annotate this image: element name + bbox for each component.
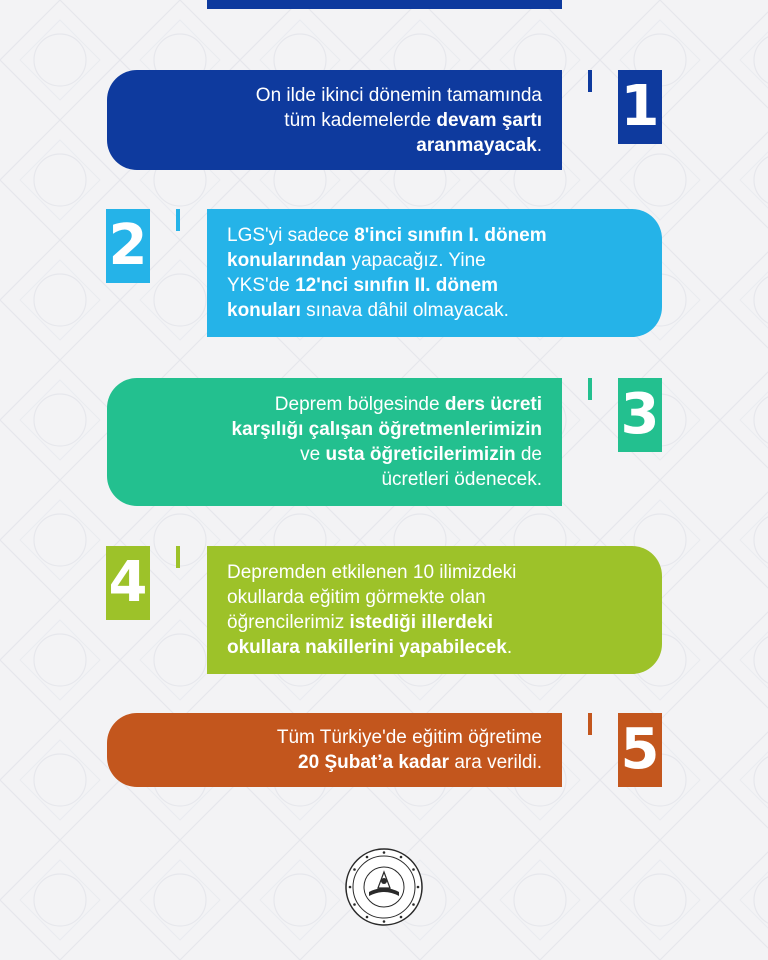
segment: ücretleri ödenecek. [381, 469, 542, 490]
segment: Tüm Türkiye'de eğitim öğretime [276, 727, 542, 748]
segment: tüm kademelerde [284, 109, 437, 131]
accent-tick-1 [588, 70, 592, 92]
accent-tick-5 [588, 713, 592, 735]
segment: konuları [227, 300, 301, 321]
segment: 12'nci sınıfın II. dönem [295, 275, 499, 296]
segment: karşılığı çalışan öğretmenlerimizin [231, 419, 542, 440]
top-bar-strip [207, 0, 562, 9]
number-badge-5: 5 [618, 713, 662, 787]
segment: ders ücreti [444, 394, 542, 415]
segment: sınava dâhil olmayacak. [300, 300, 509, 321]
segment: LGS'yi sadece [227, 225, 355, 246]
segment: On ilde ikinci dönemin tamamında [255, 84, 542, 106]
segment: yapacağız. Yine [346, 250, 486, 271]
info-card-5 [107, 713, 562, 787]
number-badge-2: 2 [106, 209, 150, 283]
number-badge-1: 1 [618, 70, 662, 144]
segment: istediği illerdeki [349, 612, 494, 633]
info-card-1-text [256, 83, 542, 158]
segment: de [515, 444, 542, 465]
info-card-2-text [227, 223, 547, 323]
segment: okullara nakillerini yapabilecek [227, 637, 507, 658]
segment: okullarda eğitim görmekte olan [227, 587, 486, 608]
segment: öğrencilerimiz [227, 612, 350, 633]
segment: 8'inci sınıfın I. dönem [354, 225, 547, 246]
number-badge-3: 3 [618, 378, 662, 452]
info-card-4 [207, 546, 662, 674]
info-card-2 [207, 209, 662, 337]
segment: YKS'de [227, 275, 296, 296]
accent-tick-2 [176, 209, 180, 231]
accent-tick-3 [588, 378, 592, 400]
segment: ara verildi. [449, 752, 542, 773]
segment: usta öğreticilerimizin [325, 444, 516, 465]
number-badge-4: 4 [106, 546, 150, 620]
accent-tick-4 [176, 546, 180, 568]
segment: 20 Şubat’a kadar [298, 752, 450, 773]
segment: aranmayacak [416, 134, 537, 156]
info-card-1 [107, 70, 562, 170]
segment: ve [300, 444, 326, 465]
segment: . [536, 134, 542, 156]
info-card-5-text [277, 725, 542, 775]
info-card-3-text [232, 392, 542, 492]
segment: . [506, 637, 513, 658]
segment: Depremden etkilenen 10 ilimizdeki [227, 562, 517, 583]
info-card-3 [107, 378, 562, 506]
segment: Deprem bölgesinde [274, 394, 445, 415]
segment: devam şartı [436, 109, 542, 131]
segment: konularından [227, 250, 347, 271]
ministry-seal-icon [345, 848, 423, 926]
info-card-4-text [227, 560, 516, 660]
